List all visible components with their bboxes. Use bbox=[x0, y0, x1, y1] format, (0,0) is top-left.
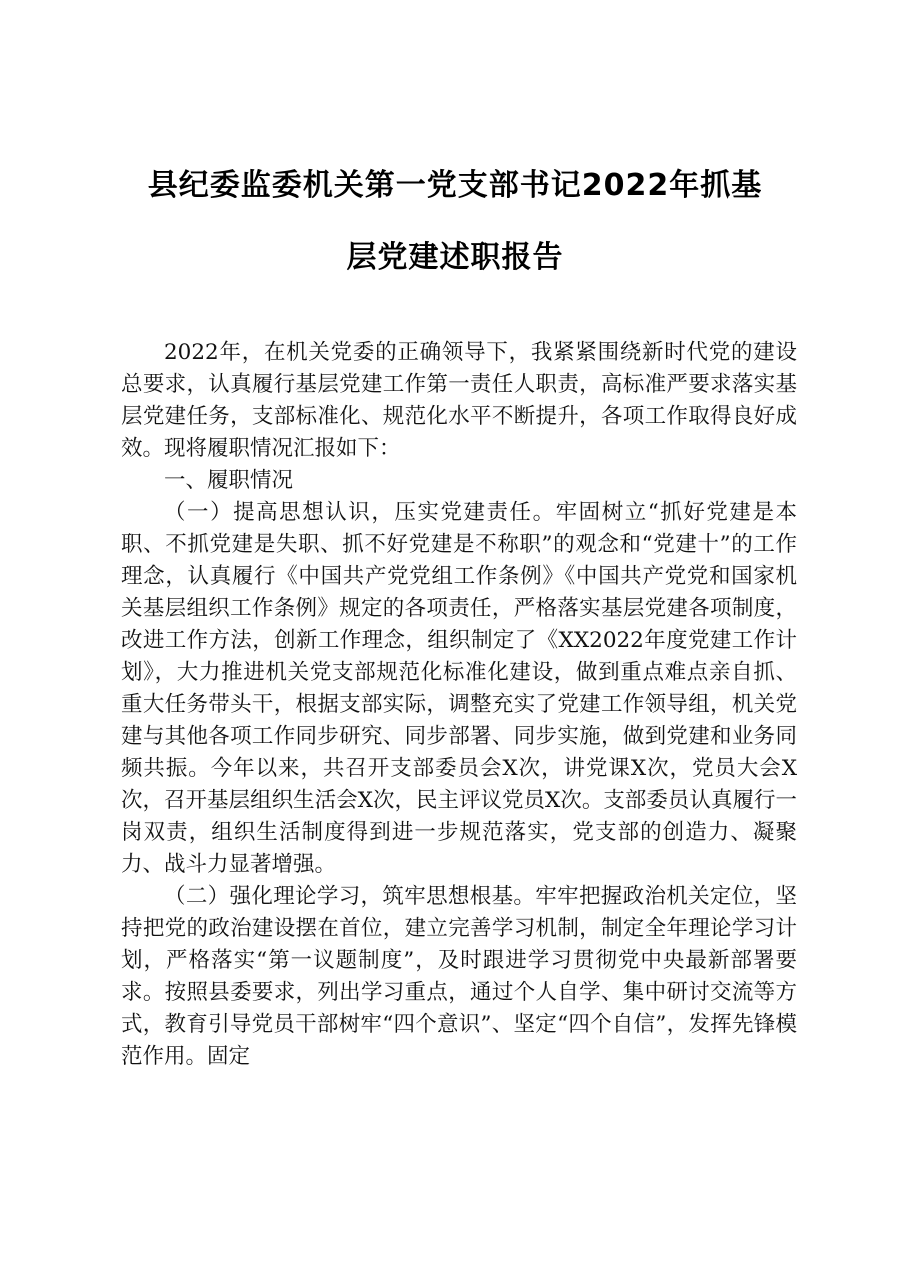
document-body bbox=[121, 337, 797, 1073]
paragraph-intro: 2022年，在机关党委的正确领导下，我紧紧围绕新时代党的建设总要求，认真履行基层党建工作第一责任人职责，高标准严要求落实基层党建任务，支部标准化、规范化水平不断提升，各项工作取得良好成效。现将履职情况汇报如下： bbox=[121, 340, 797, 461]
document-title-line-2: 层党建述职报告 bbox=[346, 240, 564, 275]
paragraph-section-1: （一）提高思想认识，压实党建责任。牢固树立“抓好党建是本职、不抓党建是失职、抓不好党建是不称职”的观念和“党建十”的工作理念，认真履行《中国共产党党组工作条例》《中国共产党党和国家机关基层组织工作条例》规定的各项责任，严格落实基层党建各项制度，改进工作方法，创新工作理念，组织制定了《XX2022年度党建工作计划》，大力推进机关党支部规范化标准化建设，做到重点难点亲自抓、重大任务带头干，根据支部实际，调整充实了党建工作领导组，机关党建与其他各项工作同步研究、同步部署、同步实施，做到党建和业务同频共振。今年以来，共召开支部委员会X次，讲党课X次，党员大会X次，召开基层组织生活会X次，民主评议党员X次。支部委员认真履行一岗双责，组织生活制度得到进一步规范落实，党支部的创造力、凝聚力、战斗力显著增强。 bbox=[121, 500, 797, 877]
document-title-line-1: 县纪委监委机关第一党支部书记2022年抓基 bbox=[147, 168, 763, 203]
paragraph-section-2: （二）强化理论学习，筑牢思想根基。牢牢把握政治机关定位，坚持把党的政治建设摆在首位，建立完善学习机制，制定全年理论学习计划，严格落实“第一议题制度”，及时跟进学习贯彻党中央最新部署要求。按照县委要求，列出学习重点，通过个人自学、集中研讨交流等方式，教育引导党员干部树牢“四个意识”、坚定“四个自信”，发挥先锋模范作用。固定 bbox=[121, 884, 797, 1069]
section-heading-performance: 一、履职情况 bbox=[164, 468, 294, 493]
